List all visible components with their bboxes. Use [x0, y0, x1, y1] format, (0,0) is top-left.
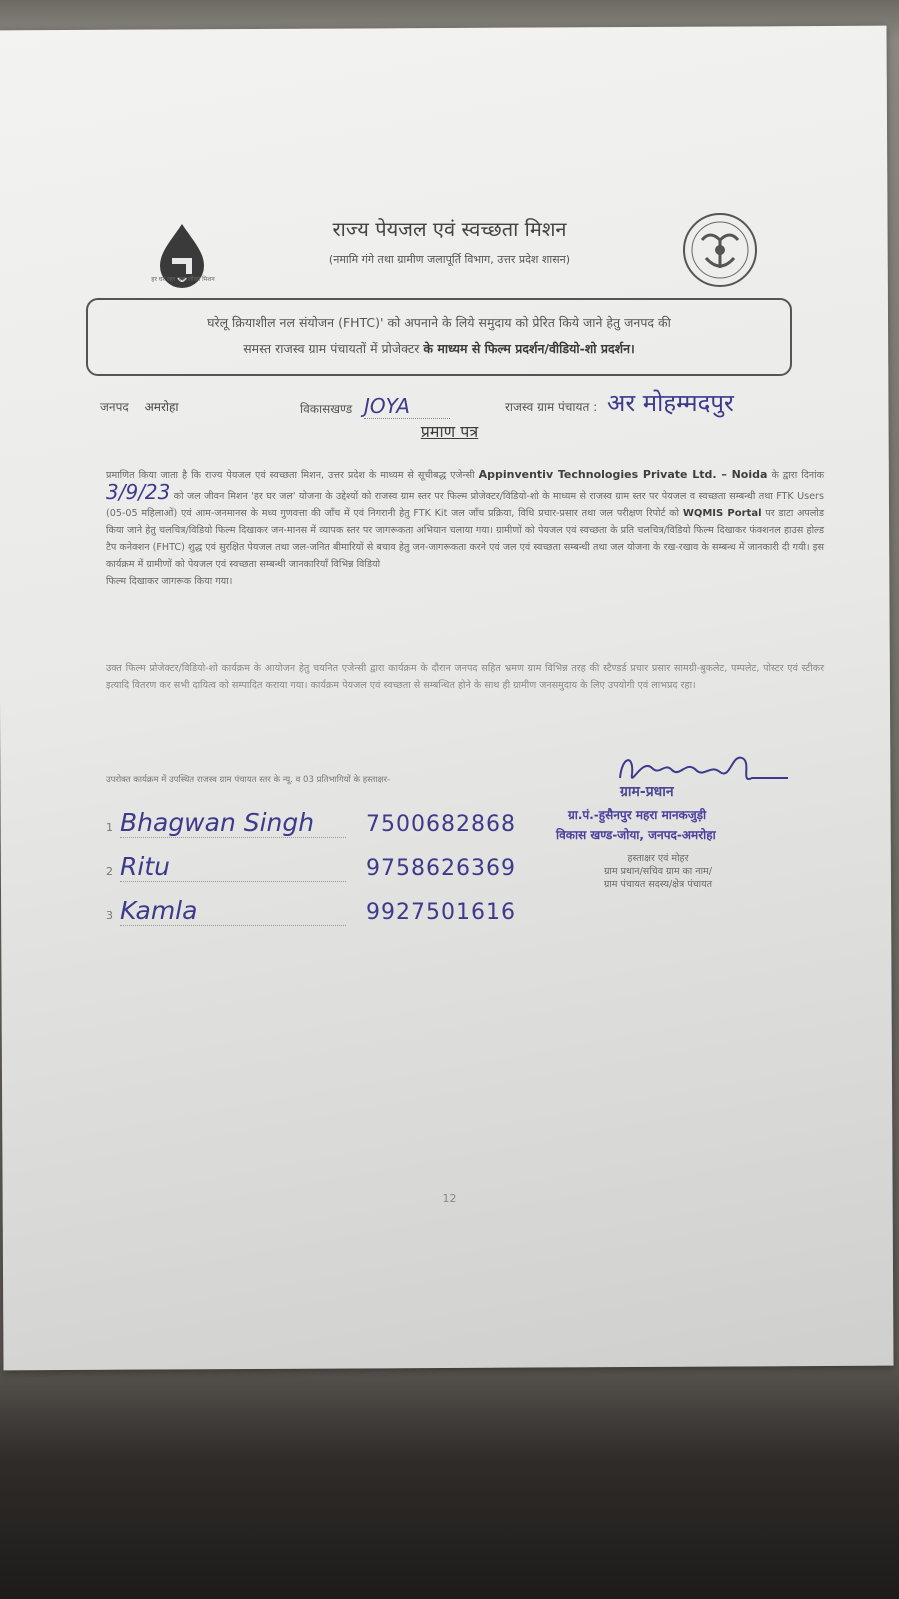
list-number: 1 — [106, 821, 113, 834]
district-label: जनपद — [100, 400, 129, 414]
body-part-a: प्रमाणित किया जाता है कि राज्य पेयजल एवं स्वच्छता मिशन, उत्तर प्रदेश के माध्यम से सूचीबद्ध एजेन्सी — [106, 470, 475, 481]
list-item — [106, 896, 566, 940]
signature-caption — [538, 852, 778, 891]
panchayat-label: राजस्व ग्राम पंचायत : — [505, 400, 598, 414]
stamp-line-1: ग्रा.पं.-हुसैनपुर महरा मानकजुड़ी — [568, 808, 707, 822]
stamp-line-2: विकास खण्ड-जोया, जनपद-अमरोहा — [556, 828, 716, 842]
body-part-b: के द्वारा दिनांक — [771, 470, 824, 481]
participant-name: Bhagwan Singh — [120, 808, 346, 838]
list-number: 2 — [106, 865, 113, 878]
block-label: विकासखण्ड — [300, 402, 353, 416]
wqmis-portal: WQMIS Portal — [682, 508, 762, 519]
panchayat-value: अर मोहम्मदपुर — [606, 389, 734, 417]
certificate-body — [106, 466, 824, 590]
certificate-heading-text: प्रमाण पत्र — [420, 422, 479, 441]
panchayat-field — [505, 386, 734, 419]
body-part-c: को जल जीवन मिशन 'हर घर जल' योजना के उद्देश्यों को राजस्व ग्राम स्तर पर फिल्म प्रोजेक्टर/विडियो-शो के माध्यम से राजस्व ग्राम स्तर पर पेयजल व स्वच्छता सम्बन्धी तथा FTK Users (05-05 महिलाओं) एवं आम-जनमानस के मध्य गुणवत्ता की जाँच में एवं निगरानी हेतु FTK Kit जल जाँच प्रक्रिया, विधि प्रचार-प्रसार तथा जल परीक्षण रिपोर्ट को — [106, 491, 824, 519]
participant-phone: 9758626369 — [366, 856, 516, 881]
signature-caption-line-3: ग्राम पंचायत सदस्य/क्षेत्र पंचायत — [603, 879, 713, 890]
mission-title: राज्य पेयजल एवं स्वच्छता मिशन — [332, 217, 567, 241]
signature-caption-line-1: हस्ताक्षर एवं मोहर — [627, 853, 689, 864]
mission-subtitle: (नमामि गंगे तथा ग्रामीण जलापूर्ति विभाग, उत्तर प्रदेश शासन) — [328, 253, 571, 266]
attendance-list — [106, 808, 566, 940]
logo-caption: हर घर जल जल जीवन मिशन — [151, 276, 215, 283]
page-number: 12 — [442, 1192, 457, 1205]
pradhan-label: ग्राम-प्रधान — [620, 784, 674, 800]
banner-line-2-bold: के माध्यम से फिल्म प्रदर्शन/वीडियो-शो प्रदर्शन। — [423, 341, 635, 356]
program-banner — [86, 298, 792, 376]
list-number: 3 — [106, 909, 113, 922]
agency-name: Appinventiv Technologies Private Ltd. – Noida — [478, 468, 768, 481]
block-value: JOYA — [364, 394, 450, 419]
banner-line-2 — [104, 336, 774, 362]
body-part-e: फिल्म दिखाकर जागरूक किया गया। — [106, 576, 233, 587]
participant-name: Ritu — [120, 852, 346, 882]
participant-phone: 9927501616 — [366, 900, 516, 925]
body-part-d: पर डाटा अपलोड किया जाने हेतु चलचित्र/विडियो फिल्म दिखाकर जन-मानस में व्यापक स्तर पर जागरूकता अभियान चलाया गया। ग्रामीणों को पेयजल एवं स्वच्छता के प्रति चलचित्र/विडियो फिल्म दिखाकर फंक्शनल हाउस होल्ड टैप कनेक्शन (FHTC) शुद्ध एवं सुरक्षित पेयजल तथा जल-जनित बीमारियों से बचाव हेतु जन-जागरूकता करने एवं जल एवं स्वच्छता सम्बन्धी तथा जल योजना के रख-रखाव के सम्बन्ध में जानकारी दी गयी। इस कार्यक्रम में ग्रामीणों को पेयजल एवं स्वच्छता सम्बन्धी जानकारियाँ विभिन्न विडियो — [106, 508, 824, 570]
block-field — [300, 394, 450, 418]
certificate-body-paragraph-2: उक्त फिल्म प्रोजेक्टर/विडियो-शो कार्यक्रम के आयोजन हेतु चयनित एजेन्सी द्वारा कार्यक्रम के दौरान जनपद सहित भ्रमण ग्राम विभिन्न तरह की स्टैण्डर्ड प्रचार प्रसार सामग्री-बुकलेट, पम्पलेट, पोस्टर एवं स्टीकर इत्यादि वितरण कर सभी दायित्व को सम्पादित कराया गया। कार्यक्रम पेयजल एवं स्वच्छता से सम्बन्धित होने के साथ ही ग्रामीण जनसमुदाय के लिए उपयोगी एवं लाभप्रद रहा। — [106, 663, 824, 691]
list-item — [106, 852, 566, 896]
certificate-heading — [0, 420, 899, 442]
district-value: अमरोहा — [144, 400, 179, 414]
district-field — [100, 398, 178, 415]
attendance-caption: उपरोक्त कार्यक्रम में उपस्थित राजस्व ग्राम पंचायत स्तर के न्यू. व 03 प्रतिभागियों के हस्ताक्षर- — [106, 775, 391, 785]
signature-caption-line-2: ग्राम प्रधान/सचिव ग्राम का नाम/ — [604, 866, 712, 877]
banner-line-1: घरेलू क्रियाशील नल संयोजन (FHTC)' को अपनाने के लिये समुदाय को प्रेरित किये जाने हेतु जनपद की — [207, 315, 671, 330]
banner-line-2-prefix: समस्त राजस्व ग्राम पंचायतों में प्रोजेक्टर — [243, 341, 420, 356]
participant-phone: 7500682868 — [366, 812, 516, 837]
participant-name: Kamla — [120, 896, 346, 926]
event-date: 3/9/23 — [106, 480, 171, 504]
list-item — [106, 808, 566, 852]
